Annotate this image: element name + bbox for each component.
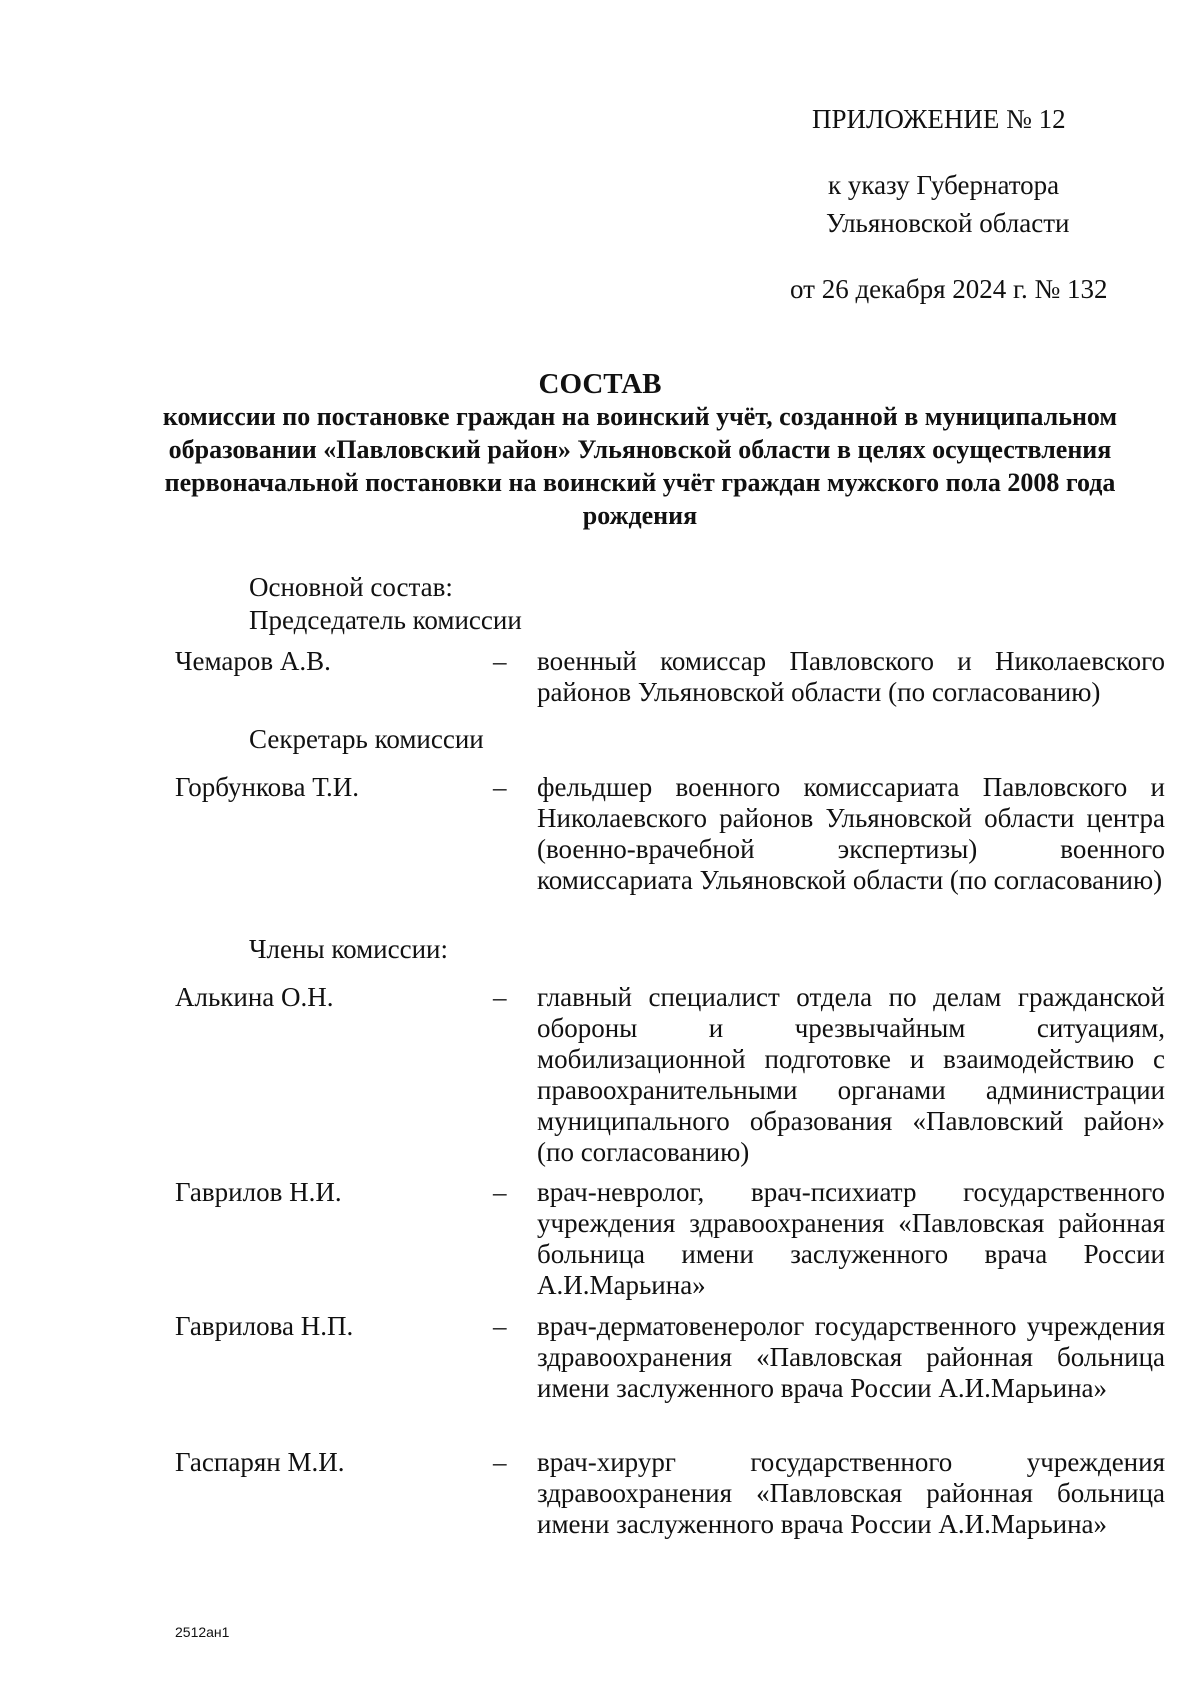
- person-position: врач-дерматовенеролог государственного учреждения здравоохранения «Павловская районная больница имени заслуженного врача России А.И.Марьина»: [537, 1311, 1165, 1403]
- person-position: военный комиссар Павловского и Николаевского районов Ульяновской области (по согласованию): [537, 646, 1165, 707]
- person-name: Горбункова Т.И.: [175, 772, 360, 802]
- appendix-reference-line-2: Ульяновской области: [826, 208, 1070, 238]
- dash-separator: –: [493, 1311, 507, 1341]
- appendix-reference-line-1: к указу Губернатора: [828, 170, 1060, 200]
- person-position: фельдшер военного комиссариата Павловского и Николаевского районов Ульяновской области центра (военно-врачебной экспертизы) военного комиссариата Ульяновской области (по согласованию): [537, 772, 1165, 895]
- dash-separator: –: [493, 646, 507, 676]
- person-name: Алькина О.Н.: [175, 982, 334, 1012]
- person-name: Чемаров А.В.: [175, 646, 331, 676]
- dash-separator: –: [493, 1447, 507, 1477]
- document-title: СОСТАВ: [538, 368, 662, 400]
- dash-separator: –: [493, 772, 507, 802]
- person-name: Гаврилов Н.И.: [175, 1177, 342, 1207]
- section-members: Члены комиссии:: [249, 934, 448, 964]
- person-name: Гаврилова Н.П.: [175, 1311, 354, 1341]
- document-subtitle: комиссии по постановке граждан на воинский учёт, созданной в муниципальном образовании «Павловский район» Ульяновской области в целях осуществления первоначальной постановки на воинский учёт граждан мужского пола 2008 года рождения: [162, 402, 1118, 530]
- section-chairman: Председатель комиссии: [249, 605, 522, 635]
- dash-separator: –: [493, 1177, 507, 1207]
- appendix-title: ПРИЛОЖЕНИЕ № 12: [812, 104, 1066, 134]
- person-position: врач-хирург государственного учреждения здравоохранения «Павловская районная больница имени заслуженного врача России А.И.Марьина»: [537, 1447, 1165, 1539]
- footer-document-code: 2512ан1: [175, 1624, 230, 1640]
- person-position: врач-невролог, врач-психиатр государственного учреждения здравоохранения «Павловская районная больница имени заслуженного врача России А.И.Марьина»: [537, 1177, 1165, 1300]
- appendix-date: от 26 декабря 2024 г. № 132: [790, 274, 1108, 304]
- section-main-composition: Основной состав:: [249, 572, 453, 602]
- dash-separator: –: [493, 982, 507, 1012]
- section-secretary: Секретарь комиссии: [249, 724, 484, 754]
- person-position: главный специалист отдела по делам гражданской обороны и чрезвычайным ситуациям, мобилизационной подготовке и взаимодействию с правоохранительными органами администрации муниципального образования «Павловский район» (по согласованию): [537, 982, 1165, 1167]
- person-name: Гаспарян М.И.: [175, 1447, 345, 1477]
